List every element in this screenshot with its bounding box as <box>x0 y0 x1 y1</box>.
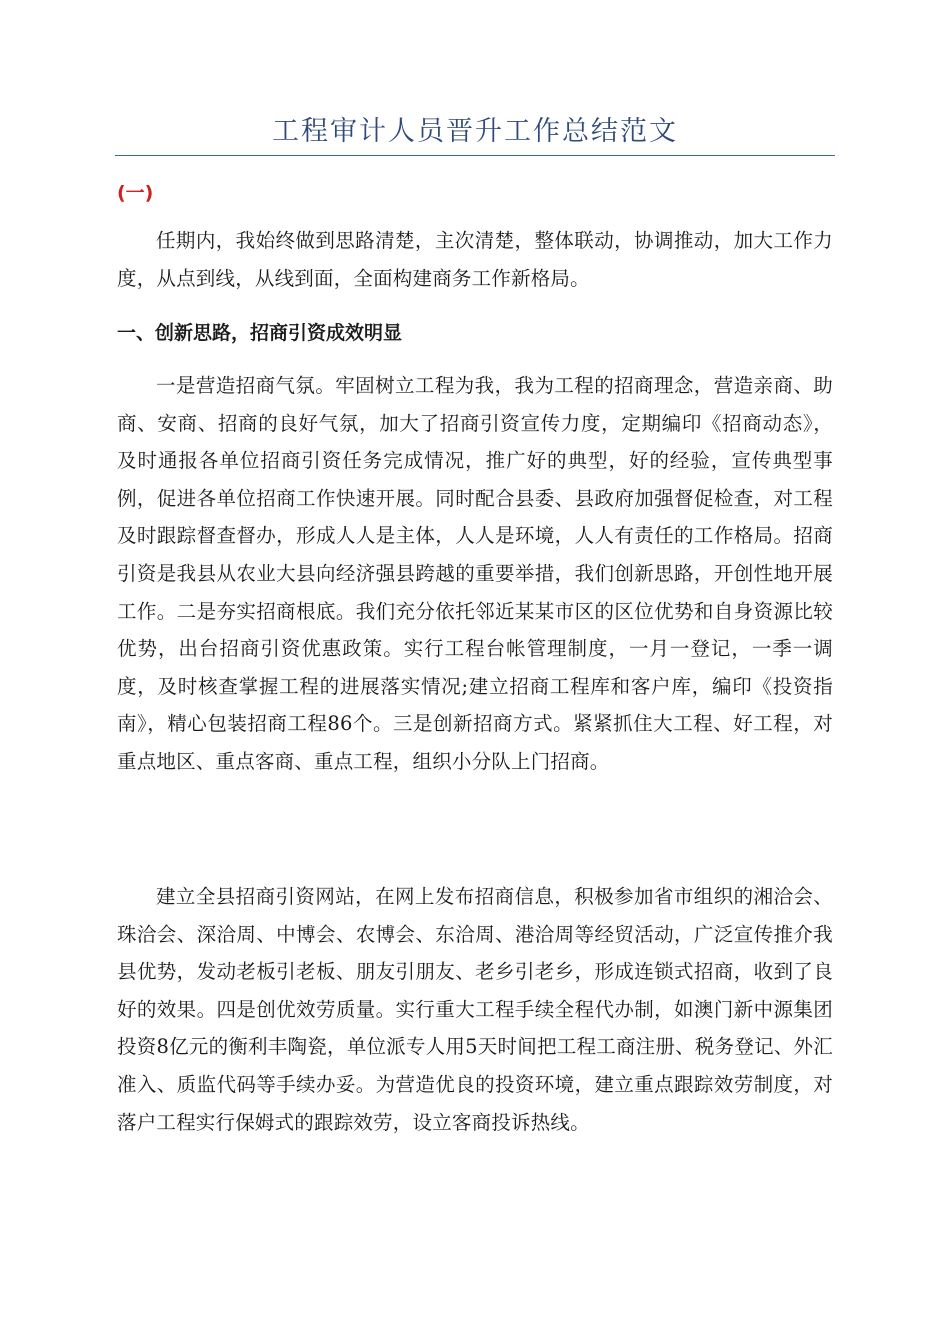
body-paragraph-2: 建立全县招商引资网站，在网上发布招商信息，积极参加省市组织的湘洽会、珠洽会、深洽周、中博会、农博会、东洽周、港洽周等经贸活动，广泛宣传推介我县优势，发动老板引老板、朋友引朋友、老乡引老乡，形成连锁式招商，收到了良好的效果。四是创优效劳质量。实行重大工程手续全程代办制，如澳门新中源集团投资8亿元的衡利丰陶瓷，单位派专人用5天时间把工程工商注册、税务登记、外汇准入、质监代码等手续办妥。为营造优良的投资环境，建立重点跟踪效劳制度，对落户工程实行保姆式的跟踪效劳，设立客商投诉热线。 <box>117 885 833 1134</box>
intro-paragraph: 任期内，我始终做到思路清楚，主次清楚，整体联动，协调推动，加大工作力度，从点到线，从线到面，全面构建商务工作新格局。 <box>117 229 833 290</box>
section-marker: (一) <box>117 182 154 204</box>
title-underline <box>115 155 835 156</box>
section-heading-1: 一、创新思路，招商引资成效明显 <box>117 322 403 344</box>
document-title: 工程审计人员晋升工作总结范文 <box>272 116 678 147</box>
body-paragraph-1: 一是营造招商气氛。牢固树立工程为我，我为工程的招商理念，营造亲商、助商、安商、招商的良好气氛，加大了招商引资宣传力度，定期编印《招商动态》，及时通报各单位招商引资任务完成情况，推广好的典型，好的经验，宣传典型事例，促进各单位招商工作快速开展。同时配合县委、县政府加强督促检查，对工程及时跟踪督查督办，形成人人是主体，人人是环境，人人有责任的工作格局。招商引资是我县从农业大县向经济强县跨越的重要举措，我们创新思路，开创性地开展工作。二是夯实招商根底。我们充分依托邻近某某市区的区位优势和自身资源比较优势，出台招商引资优惠政策。实行工程台帐管理制度，一月一登记，一季一调度，及时核查掌握工程的进展落实情况;建立招商工程库和客户库，编印《投资指南》，精心包装招商工程86个。三是创新招商方式。紧紧抓住大工程、好工程，对重点地区、重点客商、重点工程，组织小分队上门招商。 <box>117 374 833 773</box>
